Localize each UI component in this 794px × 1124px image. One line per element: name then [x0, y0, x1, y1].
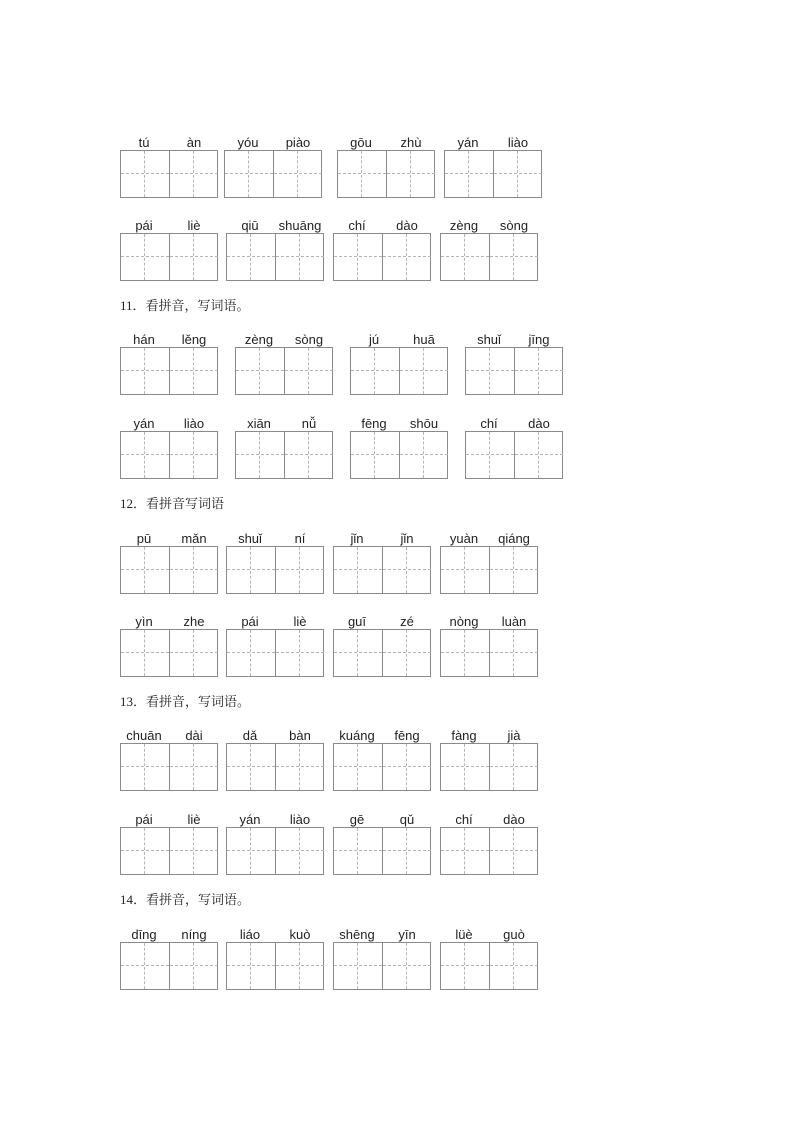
pinyin-label: zé: [400, 614, 414, 629]
pinyin-box-group: [465, 332, 563, 394]
writing-grid[interactable]: [444, 150, 542, 198]
tian-zi-cell[interactable]: [275, 828, 324, 874]
writing-grid[interactable]: [120, 629, 218, 677]
tian-zi-cell[interactable]: [236, 348, 284, 394]
tian-zi-cell[interactable]: [334, 234, 382, 280]
pinyin-label: fēng: [361, 416, 387, 431]
pinyin-label: qiáng: [498, 531, 530, 546]
pinyin-label: tú: [138, 135, 150, 150]
tian-zi-cell[interactable]: [121, 943, 169, 989]
tian-zi-cell[interactable]: [382, 828, 431, 874]
pinyin-label: liè: [187, 812, 201, 827]
tian-zi-cell[interactable]: [441, 547, 489, 593]
pinyin-label: liào: [289, 812, 311, 827]
pinyin-label: dǎ: [242, 728, 258, 743]
tian-zi-cell[interactable]: [169, 348, 218, 394]
tian-zi-cell[interactable]: [121, 234, 169, 280]
pinyin-label: zhù: [400, 135, 422, 150]
tian-zi-cell[interactable]: [275, 547, 324, 593]
writing-grid[interactable]: [120, 233, 218, 281]
pinyin-label: níng: [181, 927, 207, 942]
pinyin-label: gē: [349, 812, 365, 827]
writing-grid[interactable]: [226, 743, 324, 791]
tian-zi-cell[interactable]: [351, 432, 399, 478]
tian-zi-cell[interactable]: [169, 943, 218, 989]
writing-grid[interactable]: [350, 347, 448, 395]
tian-zi-cell[interactable]: [493, 151, 542, 197]
pinyin-label: piào: [285, 135, 311, 150]
tian-zi-cell[interactable]: [441, 744, 489, 790]
pinyin-label: jǐn: [400, 531, 414, 546]
tian-zi-cell[interactable]: [382, 630, 431, 676]
writing-grid[interactable]: [333, 942, 431, 990]
pinyin-box-group: [226, 614, 324, 676]
tian-zi-cell[interactable]: [169, 432, 218, 478]
tian-zi-cell[interactable]: [382, 234, 431, 280]
tian-zi-cell[interactable]: [227, 943, 275, 989]
writing-grid[interactable]: [120, 150, 218, 198]
pinyin-box-group: [350, 416, 448, 478]
tian-zi-cell[interactable]: [227, 547, 275, 593]
tian-zi-cell[interactable]: [121, 432, 169, 478]
tian-zi-cell[interactable]: [489, 943, 538, 989]
pinyin-label: liáo: [239, 927, 261, 942]
pinyin-box-group: [226, 218, 324, 280]
pinyin-label: pū: [136, 531, 152, 546]
tian-zi-cell[interactable]: [121, 630, 169, 676]
writing-grid[interactable]: [465, 347, 563, 395]
pinyin-label: chí: [480, 416, 498, 431]
writing-grid[interactable]: [333, 546, 431, 594]
tian-zi-cell[interactable]: [514, 348, 563, 394]
pinyin-label: dào: [503, 812, 525, 827]
tian-zi-cell[interactable]: [334, 828, 382, 874]
pinyin-label: àn: [186, 135, 202, 150]
pinyin-label: jǐn: [350, 531, 364, 546]
tian-zi-cell[interactable]: [284, 432, 333, 478]
tian-zi-cell[interactable]: [275, 234, 324, 280]
pinyin-label: yán: [239, 812, 261, 827]
pinyin-label: guī: [347, 614, 367, 629]
tian-zi-cell[interactable]: [169, 547, 218, 593]
pinyin-box-group: [226, 812, 324, 874]
question-14-heading: 14．看拼音，写词语。: [120, 892, 251, 907]
pinyin-label: ní: [294, 531, 306, 546]
tian-zi-cell[interactable]: [441, 630, 489, 676]
writing-grid[interactable]: [333, 827, 431, 875]
tian-zi-cell[interactable]: [441, 943, 489, 989]
tian-zi-cell[interactable]: [227, 744, 275, 790]
tian-zi-cell[interactable]: [227, 630, 275, 676]
pinyin-label: shuǐ: [238, 531, 262, 546]
tian-zi-cell[interactable]: [169, 744, 218, 790]
tian-zi-cell[interactable]: [334, 744, 382, 790]
tian-zi-cell[interactable]: [399, 432, 448, 478]
tian-zi-cell[interactable]: [121, 151, 169, 197]
pinyin-label: huā: [413, 332, 435, 347]
tian-zi-cell[interactable]: [225, 151, 273, 197]
pinyin-label: pái: [135, 812, 153, 827]
tian-zi-cell[interactable]: [121, 744, 169, 790]
tian-zi-cell[interactable]: [334, 630, 382, 676]
pinyin-label: zèng: [449, 218, 479, 233]
tian-zi-cell[interactable]: [284, 348, 333, 394]
tian-zi-cell[interactable]: [382, 943, 431, 989]
tian-zi-cell[interactable]: [275, 630, 324, 676]
pinyin-box-group: [224, 135, 322, 197]
pinyin-box-group: [333, 218, 431, 280]
pinyin-label: liè: [293, 614, 307, 629]
writing-grid[interactable]: [226, 629, 324, 677]
tian-zi-cell[interactable]: [334, 943, 382, 989]
writing-grid[interactable]: [120, 743, 218, 791]
writing-grid[interactable]: [120, 347, 218, 395]
tian-zi-cell[interactable]: [489, 234, 538, 280]
tian-zi-cell[interactable]: [236, 432, 284, 478]
pinyin-box-group: [120, 927, 218, 989]
pinyin-label: xiān: [247, 416, 271, 431]
pinyin-label: chuān: [126, 728, 162, 743]
pinyin-box-group: [120, 218, 218, 280]
tian-zi-cell[interactable]: [382, 744, 431, 790]
pinyin-box-group: [440, 614, 538, 676]
writing-grid[interactable]: [235, 431, 333, 479]
tian-zi-cell[interactable]: [334, 547, 382, 593]
tian-zi-cell[interactable]: [121, 547, 169, 593]
pinyin-box-group: [333, 927, 431, 989]
pinyin-label: hán: [133, 332, 155, 347]
tian-zi-cell[interactable]: [466, 432, 514, 478]
tian-zi-cell[interactable]: [275, 943, 324, 989]
pinyin-box-group: [440, 218, 538, 280]
pinyin-box-group: [226, 927, 324, 989]
pinyin-label: kuò: [289, 927, 311, 942]
pinyin-label: kuáng: [339, 728, 375, 743]
pinyin-label: dīng: [131, 927, 157, 942]
pinyin-label: fēng: [394, 728, 420, 743]
pinyin-box-group: [465, 416, 563, 478]
pinyin-label: qǔ: [399, 812, 415, 827]
pinyin-box-group: [120, 135, 218, 197]
pinyin-label: mǎn: [181, 531, 207, 546]
writing-grid[interactable]: [226, 942, 324, 990]
tian-zi-cell[interactable]: [273, 151, 322, 197]
pinyin-label: qiū: [241, 218, 259, 233]
pinyin-label: shēng: [339, 927, 375, 942]
pinyin-label: yán: [133, 416, 155, 431]
tian-zi-cell[interactable]: [489, 828, 538, 874]
tian-zi-cell[interactable]: [514, 432, 563, 478]
pinyin-label: sòng: [499, 218, 529, 233]
pinyin-box-group: [444, 135, 542, 197]
pinyin-box-group: [120, 614, 218, 676]
writing-grid[interactable]: [120, 546, 218, 594]
pinyin-box-group: [440, 531, 538, 593]
pinyin-box-group: [120, 531, 218, 593]
tian-zi-cell[interactable]: [338, 151, 386, 197]
pinyin-box-group: [333, 531, 431, 593]
writing-grid[interactable]: [440, 827, 538, 875]
pinyin-box-group: [226, 728, 324, 790]
writing-grid[interactable]: [235, 347, 333, 395]
pinyin-box-group: [120, 332, 218, 394]
pinyin-label: yán: [457, 135, 479, 150]
tian-zi-cell[interactable]: [169, 828, 218, 874]
pinyin-label: liào: [507, 135, 529, 150]
writing-grid[interactable]: [440, 546, 538, 594]
pinyin-box-group: [440, 812, 538, 874]
pinyin-label: zèng: [244, 332, 274, 347]
pinyin-label: nǚ: [301, 416, 317, 431]
pinyin-box-group: [350, 332, 448, 394]
tian-zi-cell[interactable]: [489, 630, 538, 676]
tian-zi-cell[interactable]: [227, 234, 275, 280]
writing-grid[interactable]: [440, 233, 538, 281]
writing-grid[interactable]: [224, 150, 322, 198]
writing-grid[interactable]: [465, 431, 563, 479]
pinyin-box-group: [120, 728, 218, 790]
writing-grid[interactable]: [337, 150, 435, 198]
writing-grid[interactable]: [333, 743, 431, 791]
pinyin-label: shōu: [409, 416, 439, 431]
tian-zi-cell[interactable]: [466, 348, 514, 394]
writing-grid[interactable]: [333, 629, 431, 677]
pinyin-label: gōu: [350, 135, 372, 150]
pinyin-box-group: [440, 728, 538, 790]
tian-zi-cell[interactable]: [351, 348, 399, 394]
pinyin-label: jià: [507, 728, 521, 743]
question-12-heading: 12．看拼音写词语: [120, 496, 225, 511]
tian-zi-cell[interactable]: [169, 151, 218, 197]
pinyin-box-group: [337, 135, 435, 197]
writing-grid[interactable]: [120, 827, 218, 875]
pinyin-label: guò: [503, 927, 525, 942]
pinyin-label: lüè: [455, 927, 473, 942]
writing-grid[interactable]: [350, 431, 448, 479]
question-11-heading: 11．看拼音，写词语。: [120, 298, 250, 313]
pinyin-label: dài: [185, 728, 203, 743]
pinyin-box-group: [120, 812, 218, 874]
pinyin-label: shuāng: [278, 218, 322, 233]
writing-grid[interactable]: [440, 942, 538, 990]
pinyin-box-group: [333, 728, 431, 790]
pinyin-label: dào: [528, 416, 550, 431]
tian-zi-cell[interactable]: [169, 630, 218, 676]
writing-grid[interactable]: [226, 827, 324, 875]
pinyin-label: jīng: [528, 332, 550, 347]
pinyin-label: liè: [187, 218, 201, 233]
pinyin-label: lěng: [181, 332, 207, 347]
pinyin-label: nòng: [449, 614, 479, 629]
pinyin-box-group: [120, 416, 218, 478]
tian-zi-cell[interactable]: [441, 828, 489, 874]
pinyin-label: yóu: [237, 135, 259, 150]
pinyin-label: bàn: [289, 728, 311, 743]
question-13-heading: 13．看拼音，写词语。: [120, 694, 251, 709]
pinyin-label: shuǐ: [477, 332, 501, 347]
pinyin-box-group: [235, 416, 333, 478]
tian-zi-cell[interactable]: [399, 348, 448, 394]
pinyin-label: luàn: [501, 614, 527, 629]
pinyin-box-group: [235, 332, 333, 394]
pinyin-label: jú: [368, 332, 380, 347]
pinyin-label: liào: [183, 416, 205, 431]
pinyin-box-group: [226, 531, 324, 593]
pinyin-label: yīn: [398, 927, 416, 942]
tian-zi-cell[interactable]: [441, 234, 489, 280]
pinyin-label: chí: [455, 812, 473, 827]
pinyin-label: sòng: [294, 332, 324, 347]
pinyin-label: yìn: [135, 614, 153, 629]
tian-zi-cell[interactable]: [121, 348, 169, 394]
tian-zi-cell[interactable]: [121, 828, 169, 874]
writing-grid[interactable]: [120, 942, 218, 990]
tian-zi-cell[interactable]: [386, 151, 435, 197]
pinyin-label: zhe: [183, 614, 205, 629]
pinyin-box-group: [333, 812, 431, 874]
pinyin-label: dào: [396, 218, 418, 233]
tian-zi-cell[interactable]: [489, 547, 538, 593]
pinyin-label: pái: [241, 614, 259, 629]
writing-grid[interactable]: [120, 431, 218, 479]
tian-zi-cell[interactable]: [445, 151, 493, 197]
pinyin-label: fàng: [451, 728, 477, 743]
pinyin-label: pái: [135, 218, 153, 233]
writing-grid[interactable]: [333, 233, 431, 281]
pinyin-box-group: [333, 614, 431, 676]
tian-zi-cell[interactable]: [275, 744, 324, 790]
writing-grid[interactable]: [440, 629, 538, 677]
tian-zi-cell[interactable]: [489, 744, 538, 790]
writing-grid[interactable]: [226, 546, 324, 594]
tian-zi-cell[interactable]: [169, 234, 218, 280]
pinyin-box-group: [440, 927, 538, 989]
pinyin-label: chí: [348, 218, 366, 233]
writing-grid[interactable]: [226, 233, 324, 281]
tian-zi-cell[interactable]: [227, 828, 275, 874]
writing-grid[interactable]: [440, 743, 538, 791]
tian-zi-cell[interactable]: [382, 547, 431, 593]
pinyin-label: yuàn: [449, 531, 479, 546]
